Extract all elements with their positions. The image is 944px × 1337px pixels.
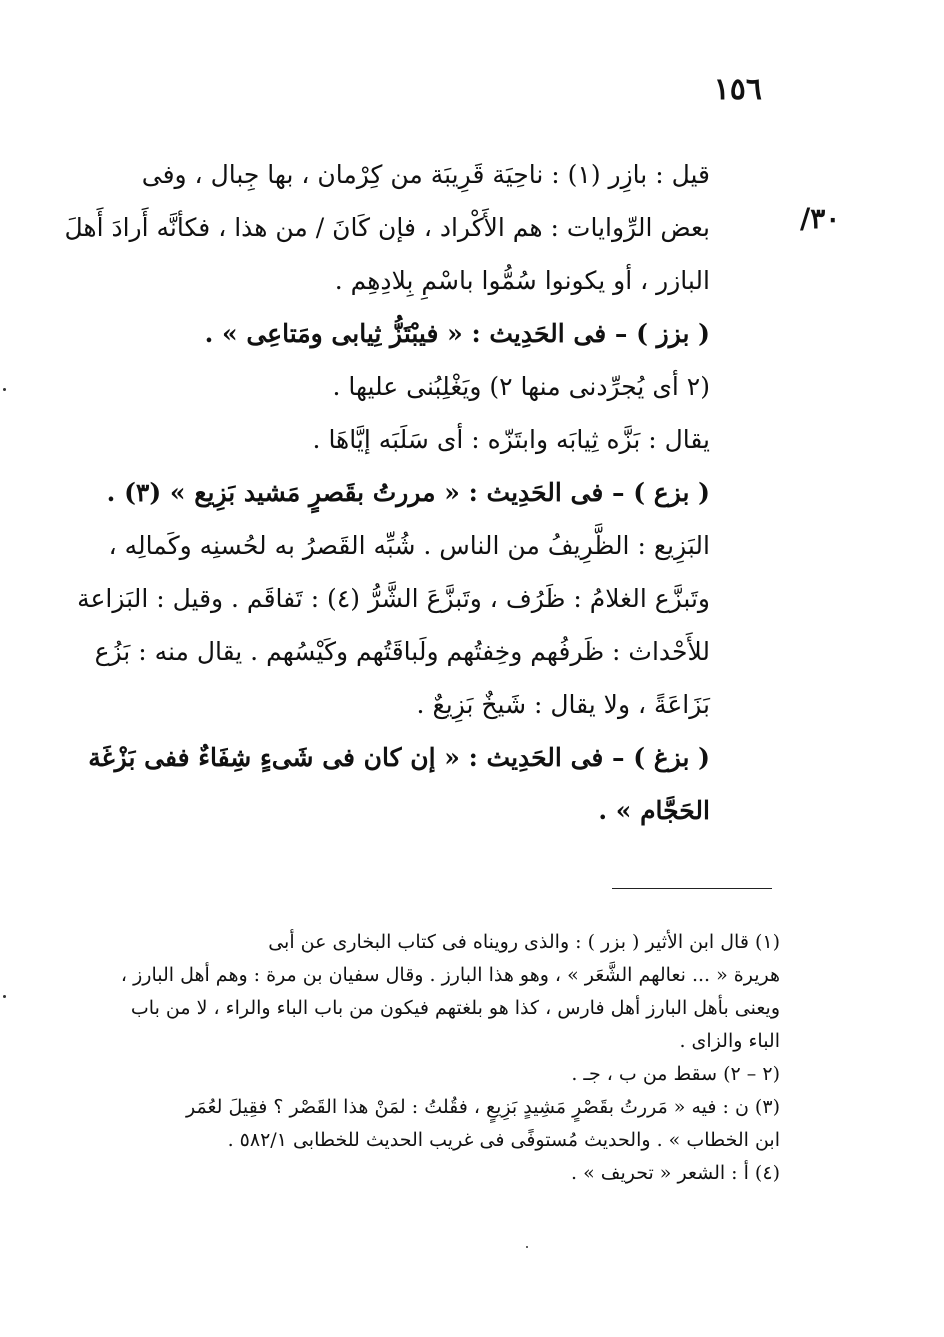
footnote-line: (١) قال ابن الأثير ( بزر ) : والذى رويناه فى كتاب البخارى عن أبى bbox=[268, 931, 780, 953]
entry-heading-bzz: ( بزز ) – فى الحَدِيث : « فيبْتَزُّ ثِيابى ومَتاعِى » . bbox=[204, 319, 710, 348]
footnote-line: (٣) ن : فيه « مَررتُ بقَصْرٍ مَشِيدٍ بَزِيعٍ ، فقُلتُ : لمَنْ هذا القَصْر ؟ فقِيلَ لعُمَر bbox=[186, 1096, 780, 1118]
scan-speck bbox=[3, 388, 6, 391]
footnote-line: (٢ – ٢) سقط من ب ، جـ . bbox=[571, 1063, 780, 1085]
scan-speck bbox=[526, 1246, 528, 1248]
margin-reference: /٣٠ bbox=[800, 202, 841, 235]
main-text bbox=[64, 148, 710, 837]
footnote-separator bbox=[612, 888, 772, 889]
footnote-line: الباء والزاى . bbox=[679, 1030, 780, 1052]
text-line: بعض الرِّوايات : هم الأَكْراد ، فإن كَانَ / من هذا ، فكأنَّه أَرادَ أَهلَ bbox=[64, 213, 710, 242]
scan-speck bbox=[3, 995, 6, 998]
footnote-line: هريرة « ... نعالهم الشَّعَر » ، وهو هذا البارز . وقال سفيان بن مرة : وهم أهل البارز ، bbox=[120, 964, 780, 986]
text-line: يقال : بَزَّه ثِيابَه وابتَزّه : أى سَلَبَه إيَّاهَا . bbox=[312, 425, 710, 454]
text-line: قيل : بازِر (١) : ناحِيَة قَرِيبَة من كِرْمان ، بها جِبال ، وفى bbox=[141, 160, 710, 189]
footnote-line: ويعنى بأهل البارز أهل فارس ، كذا هو بلغتهم فيكون من باب الباء والراء ، لا من باب bbox=[130, 997, 780, 1019]
text-line: وتَبزَّع الغلامُ : ظَرُف ، وتَبزَّعَ الشَّرُّ (٤) : تَفاقَم . وقيل : البَزاعة bbox=[77, 584, 710, 613]
text-line: البازر ، أو يكونوا سُمُّوا باسْمِ بِلادِهِم . bbox=[334, 266, 710, 295]
text-line: (٢ أى يُجرِّدنى منها ٢) ويَغْلِبُنى عليها . bbox=[332, 372, 710, 401]
text-line: للأَحْداث : ظَرفُهم وخِفتُهم ولَباقَتُهم وكَيْسُهم . يقال منه : بَزُع bbox=[94, 637, 710, 666]
text-line: البَزِيع : الظَّرِيفُ من الناس . شُبِّه القَصرُ به لحُسنِه وكَمالِه ، bbox=[108, 531, 710, 560]
page-number: ١٥٦ bbox=[713, 72, 762, 107]
entry-heading-bzgh: ( بزغ ) – فى الحَدِيث : « إن كان فى شَىءٍ شِفَاءٌ ففى بَزْغَة bbox=[88, 743, 710, 772]
footnote-line: ابن الخطاب » . والحديث مُستوفًى فى غريب الحديث للخطابى ٥٨٢/١ . bbox=[227, 1129, 780, 1151]
text-line: بَزَاعَةً ، ولا يقال : شَيخٌ بَزِيعٌ . bbox=[416, 690, 710, 719]
entry-heading-bz3: ( بزع ) – فى الحَدِيث : « مررتُ بقَصرٍ مَشيد بَزِيع » (٣) . bbox=[106, 478, 710, 507]
footnotes bbox=[100, 926, 780, 1190]
text-line: الحَجَّام » . bbox=[598, 796, 710, 825]
footnote-line: (٤) أ : الشعر « تحريف » . bbox=[571, 1162, 780, 1184]
